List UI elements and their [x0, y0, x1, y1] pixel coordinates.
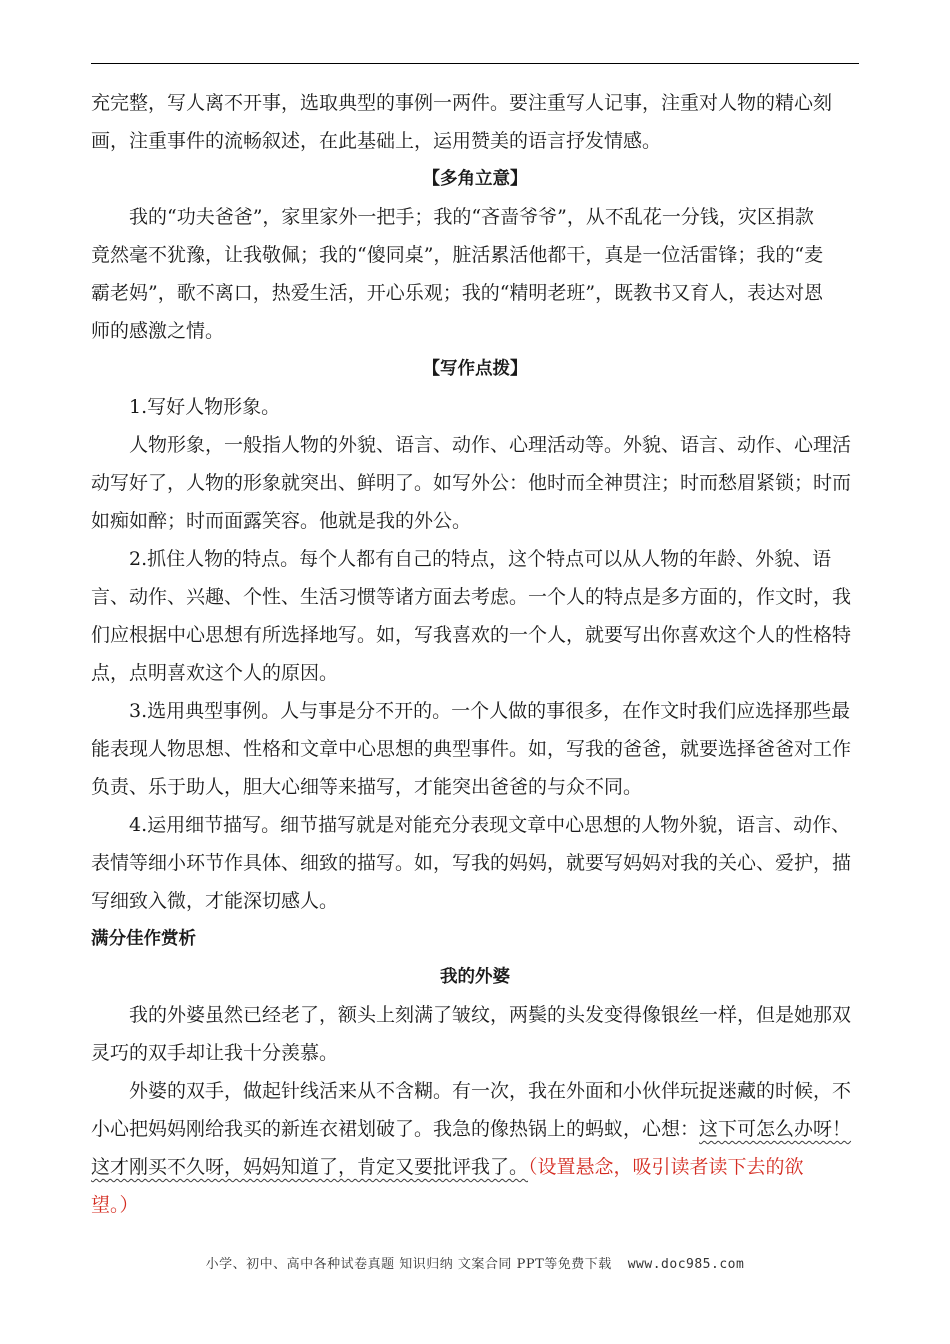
- essay-para-2-line: 外婆的双手，做起针线活来从不含糊。有一次，我在外面和小伙伴玩捉迷藏的时候，不: [129, 1080, 852, 1102]
- tip-3-line: 能表现人物思想、性格和文章中心思想的典型事件。如，写我的爸爸，就要选择爸爸对工作: [91, 738, 852, 760]
- tip-2-line: 2.抓住人物的特点。每个人都有自己的特点，这个特点可以从人物的年龄、外貌、语: [129, 548, 832, 570]
- intro-line-1: 充完整，写人离不开事，选取典型的事例一两件。要注重写人记事，注重对人物的精心刻: [91, 92, 833, 114]
- tip-3-line: 负责、乐于助人，胆大心细等来描写，才能突出爸爸的与众不同。: [91, 776, 643, 798]
- highlighted-sentence: 这下可怎么办呀！: [699, 1118, 852, 1140]
- footer-url[interactable]: www.doc985.com: [627, 1257, 745, 1272]
- model-essay-label: 满分佳作赏析: [91, 929, 196, 949]
- multi-angle-line: 霸老妈”，歌不离口，热爱生活，开心乐观；我的“精明老班”，既教书又育人，表达对恩: [91, 282, 824, 304]
- multi-angle-line: 我的“功夫爸爸”，家里家外一把手；我的“吝啬爷爷”，从不乱花一分钱，灾区捐款: [129, 206, 814, 228]
- section-heading-multi-angle: 【多角立意】: [422, 169, 528, 189]
- tip-4-line: 写细致入微，才能深切感人。: [91, 890, 339, 912]
- document-page: [91, 84, 859, 1224]
- essay-text: 小心把妈妈刚给我买的新连衣裙划破了。我急的像热锅上的蚂蚁，心想：: [91, 1118, 700, 1140]
- page-footer: [0, 1253, 950, 1272]
- multi-angle-line: 师的感激之情。: [91, 320, 225, 342]
- tip-2-line: 点，点明喜欢这个人的原因。: [91, 662, 339, 684]
- essay-para-1-line: 灵巧的双手却让我十分羡慕。: [91, 1042, 339, 1064]
- essay-para-2-line: [91, 1148, 859, 1186]
- header-rule: [91, 63, 859, 64]
- essay-para-2-line: [91, 1110, 859, 1148]
- highlighted-sentence: 这才刚买不久呀，妈妈知道了，肯定又要批评我了。: [91, 1156, 529, 1178]
- footer-text: 小学、初中、高中各种试卷真题 知识归纳 文案合同 PPT等免费下载: [205, 1257, 612, 1272]
- tip-2-line: 言、动作、兴趣、个性、生活习惯等诸方面去考虑。一个人的特点是多方面的，作文时，我: [91, 586, 852, 608]
- essay-para-1-line: 我的外婆虽然已经老了，额头上刻满了皱纹，两鬓的头发变得像银丝一样，但是她那双: [129, 1004, 852, 1026]
- tip-1-title: 1.写好人物形象。: [129, 396, 281, 418]
- section-heading-writing-tips: 【写作点拨】: [422, 359, 528, 379]
- tip-2-line: 们应根据中心思想有所选择地写。如，写我喜欢的一个人，就要写出你喜欢这个人的性格特: [91, 624, 852, 646]
- intro-line-2: 画，注重事件的流畅叙述，在此基础上，运用赞美的语言抒发情感。: [91, 130, 662, 152]
- essay-para-2-line: [91, 1186, 859, 1224]
- tip-4-line: 表情等细小环节作具体、细致的描写。如，写我的妈妈，就要写妈妈对我的关心、爱护，描: [91, 852, 852, 874]
- multi-angle-line: 竟然毫不犹豫，让我敬佩；我的“傻同桌”，脏活累活他都干，真是一位活雷锋；我的“麦: [91, 244, 824, 266]
- essay-title: 我的外婆: [440, 967, 510, 987]
- tip-3-line: 3.选用典型事例。人与事是分不开的。一个人做的事很多，在作文时我们应选择那些最: [129, 700, 851, 722]
- tip-1-line: 人物形象，一般指人物的外貌、语言、动作、心理活动等。外貌、语言、动作、心理活: [129, 434, 852, 456]
- annotation-comment: （设置悬念，吸引读者读下去的欲: [528, 1156, 804, 1178]
- tip-1-line: 动写好了，人物的形象就突出、鲜明了。如写外公：他时而全神贯注；时而愁眉紧锁；时而: [91, 472, 852, 494]
- tip-4-line: 4.运用细节描写。细节描写就是对能充分表现文章中心思想的人物外貌，语言、动作、: [129, 814, 851, 836]
- annotation-comment: 望。）: [91, 1194, 139, 1216]
- tip-1-line: 如痴如醉；时而面露笑容。他就是我的外公。: [91, 510, 472, 532]
